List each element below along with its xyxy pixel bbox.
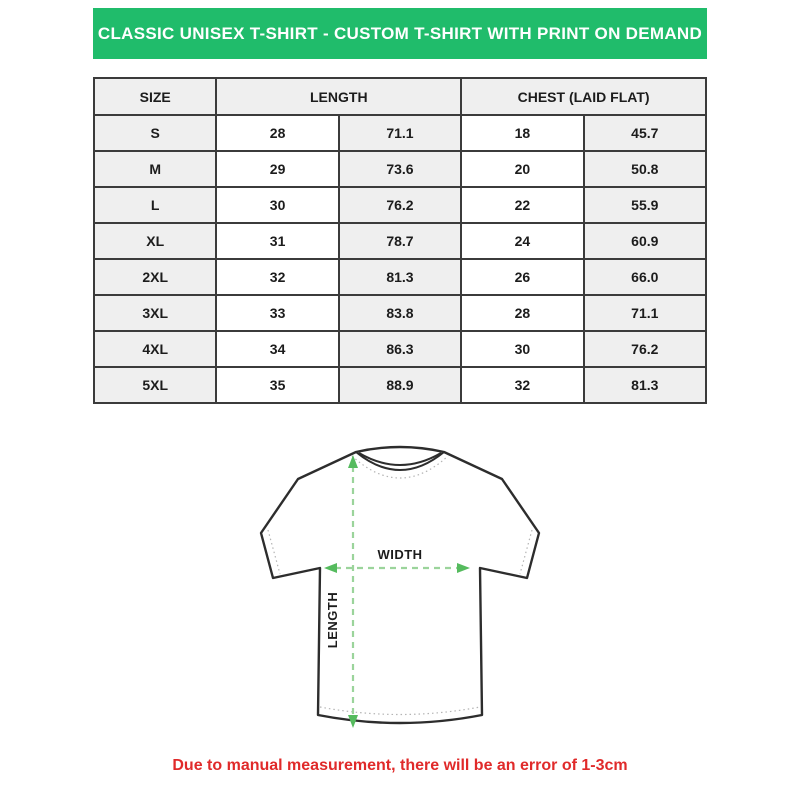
length-in-cell: 28 (216, 115, 338, 151)
table-row (94, 187, 706, 223)
chest-in-cell: 30 (461, 331, 583, 367)
chest-cm-cell: 60.9 (584, 223, 706, 259)
length-cm-cell: 76.2 (339, 187, 461, 223)
size-cell: 4XL (94, 331, 216, 367)
table-row (94, 151, 706, 187)
table-row (94, 331, 706, 367)
length-cm-cell: 71.1 (339, 115, 461, 151)
length-cm-cell: 78.7 (339, 223, 461, 259)
width-label: WIDTH (377, 547, 423, 562)
size-cell: M (94, 151, 216, 187)
table-row (94, 223, 706, 259)
chest-in-cell: 26 (461, 259, 583, 295)
size-cell: 3XL (94, 295, 216, 331)
chest-in-cell: 28 (461, 295, 583, 331)
chest-cm-cell: 55.9 (584, 187, 706, 223)
table-row (94, 115, 706, 151)
table-header-row (94, 78, 706, 115)
chest-in-cell: 18 (461, 115, 583, 151)
length-in-cell: 31 (216, 223, 338, 259)
length-in-cell: 32 (216, 259, 338, 295)
size-cell: 2XL (94, 259, 216, 295)
chest-in-cell: 20 (461, 151, 583, 187)
chest-cm-cell: 76.2 (584, 331, 706, 367)
chest-cm-cell: 50.8 (584, 151, 706, 187)
chest-in-cell: 22 (461, 187, 583, 223)
chest-cm-cell: 45.7 (584, 115, 706, 151)
size-chart (93, 77, 707, 404)
table-row (94, 295, 706, 331)
length-in-cell: 33 (216, 295, 338, 331)
table-row (94, 259, 706, 295)
page-title: CLASSIC UNISEX T-SHIRT - CUSTOM T-SHIRT WITH PRINT ON DEMAND (97, 23, 703, 43)
chest-in-cell: 32 (461, 367, 583, 403)
table-row (94, 367, 706, 403)
column-header-length: LENGTH (216, 78, 461, 115)
length-in-cell: 35 (216, 367, 338, 403)
size-cell: 5XL (94, 367, 216, 403)
tshirt-outline (261, 447, 539, 723)
length-cm-cell: 83.8 (339, 295, 461, 331)
size-cell: XL (94, 223, 216, 259)
length-label: LENGTH (325, 591, 340, 649)
chest-cm-cell: 81.3 (584, 367, 706, 403)
size-cell: S (94, 115, 216, 151)
length-in-cell: 34 (216, 331, 338, 367)
chest-cm-cell: 71.1 (584, 295, 706, 331)
size-table-body (94, 115, 706, 403)
length-in-cell: 30 (216, 187, 338, 223)
length-cm-cell: 86.3 (339, 331, 461, 367)
chest-in-cell: 24 (461, 223, 583, 259)
measurement-error-note: Due to manual measurement, there will be an error of 1-3cm (172, 757, 628, 774)
column-header-chest: CHEST (LAID FLAT) (461, 78, 706, 115)
chest-cm-cell: 66.0 (584, 259, 706, 295)
length-in-cell: 29 (216, 151, 338, 187)
size-table (93, 77, 707, 404)
length-cm-cell: 88.9 (339, 367, 461, 403)
column-header-size: SIZE (94, 78, 216, 115)
length-cm-cell: 73.6 (339, 151, 461, 187)
size-cell: L (94, 187, 216, 223)
tshirt-measurement-diagram (240, 430, 560, 760)
length-cm-cell: 81.3 (339, 259, 461, 295)
title-banner (93, 8, 707, 59)
